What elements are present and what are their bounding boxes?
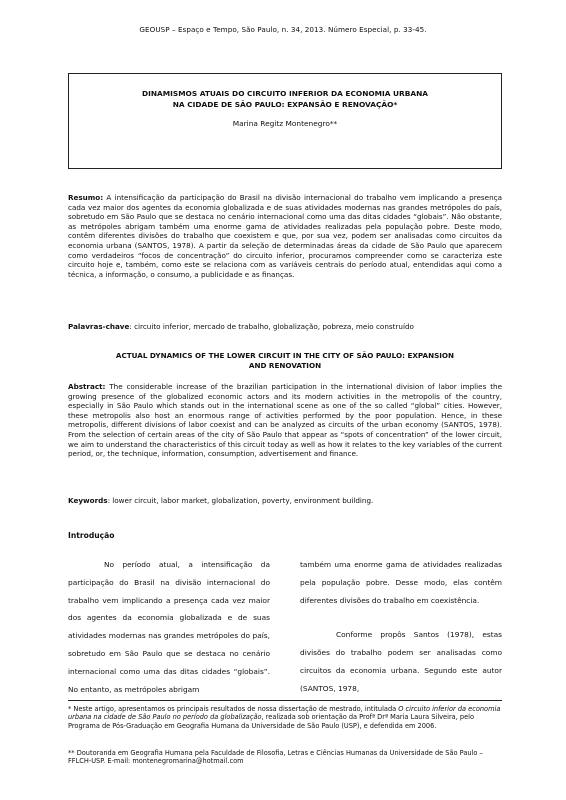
english-title-line-1: ACTUAL DYNAMICS OF THE LOWER CIRCUIT IN THE CITY OF SÃO PAULO: EXPANSION <box>115 351 455 360</box>
footnote-1 <box>68 705 502 730</box>
body-column-right <box>300 556 502 698</box>
abstract-text: The considerable increase of the brazilian participation in the international division of labor implies the growing presence of the globalized economic actors and its modern activities in the metropolis of the country, especially in São Paulo which stands out in the international scene as one of the so called “global” cities. However, these metropolis also host an enormous range of activities performed by the poor population. Hence, in these metropolis, different divisions of labor coexist and can be analyzed as circuits of the urban economy (SANTOS, 1978). From the selection of certain areas of the city of São Paulo that appear as “spots of concentration” of the lower circuit, we aim to understand the characteristics of this circuit today as well as how it relates to the key variables of the current period, or, the technique, information, consumption, advertisement and finance. <box>68 382 502 459</box>
body-paragraph: No período atual, a intensificação da participação do Brasil na divisão internacional do trabalho vem implicando a presença cada vez maior dos agentes da economia globalizada e de suas atividades modernas nas grandes metrópoles do país, sobretudo em São Paulo que se destaca no cenário internacional como uma das ditas cidades “globais”. No entanto, as metrópoles abrigam <box>68 560 270 694</box>
footnote-2: ** Doutoranda em Geografia Humana pela Faculdade de Filosofia, Letras e Ciências Humanas da Universidade de São Paulo – FFLCH-USP. E-mail: montenegromarina@hotmail.com <box>68 749 483 766</box>
palavras-chave-paragraph <box>68 322 502 332</box>
article-title <box>69 89 501 110</box>
resumo-text: A intensificação da participação do Brasil na divisão internacional do trabalho vem implicando a presença cada vez maior dos agentes da economia globalizada e de suas atividades modernas nas grandes metrópoles do país, sobretudo em São Paulo que se destaca no cenário internacional como uma das ditas cidades “globais”. Não obstante, as metrópoles abrigam também uma enorme gama de atividades realizadas pela população pobre. Deste modo, contêm diferentes divisões do trabalho que coexistem e que, por sua vez, podem ser analisadas como circuitos da economia urbana (SANTOS, 1978). A partir da seleção de determinadas áreas da cidade de São Paulo que aparecem como verdadeiros “focos de concentração” do circuito inferior, procuramos compreender como se caracteriza este circuito hoje e, também, como este se relaciona com as variáveis centrais do período atual, entendidas aqui como a técnica, a informação, o consumo, a publicidade e as finanças. <box>68 193 502 279</box>
resumo-label: Resumo: <box>68 193 104 202</box>
keywords-paragraph <box>68 496 502 506</box>
author-name: Marina Regitz Montenegro** <box>232 119 338 129</box>
palavras-chave-text: : circuito inferior, mercado de trabalho, globalização, pobreza, meio construído <box>129 322 414 331</box>
resumo-paragraph <box>68 193 502 279</box>
footnote-1-text: * Neste artigo, apresentamos os principais resultados de nossa dissertação de mestrado, intitulada <box>68 705 399 713</box>
dissertation-title: O circuito inferior da economia urbana na cidade de São Paulo no período da globalização <box>68 705 501 722</box>
english-title-line-2: AND RENOVATION <box>248 361 322 370</box>
footnote-divider <box>68 700 502 701</box>
keywords-label: Keywords <box>68 496 108 505</box>
body-paragraph: Conforme propôs Santos (1978), estas divisões do trabalho podem ser analisadas como circuitos da economia urbana. Segundo este autor (SANTOS, 1978, <box>300 630 502 693</box>
english-title <box>68 351 502 371</box>
keywords-text: : lower circuit, labor market, globalization, poverty, environment building. <box>107 496 374 505</box>
section-heading: Introdução <box>68 531 115 540</box>
footnote-1-text-end: , realizada sob orientação da Profª Drª Maria Laura Silveira, pelo Programa de Pós-Graduação em Geografia Humana da Universidade de São Paulo (USP), e defendida em 2006. <box>68 713 474 730</box>
article-title-line-1: DINAMISMOS ATUAIS DO CIRCUITO INFERIOR DA ECONOMIA URBANA <box>141 89 429 98</box>
running-header: GEOUSP – Espaço e Tempo, São Paulo, n. 34, 2013. Número Especial, p. 33-45. <box>139 25 427 34</box>
abstract-label: Abstract: <box>68 382 106 391</box>
body-column-left <box>68 556 270 698</box>
article-title-line-2: NA CIDADE DE SÃO PAULO: EXPANSÃO E RENOVAÇÃO* <box>172 99 398 109</box>
body-paragraph: também uma enorme gama de atividades realizadas pela população pobre. Desse modo, elas contêm diferentes divisões do trabalho em coexistência. <box>300 560 502 605</box>
palavras-chave-label: Palavras-chave <box>68 322 130 331</box>
abstract-paragraph <box>68 382 502 459</box>
title-box <box>68 73 502 169</box>
